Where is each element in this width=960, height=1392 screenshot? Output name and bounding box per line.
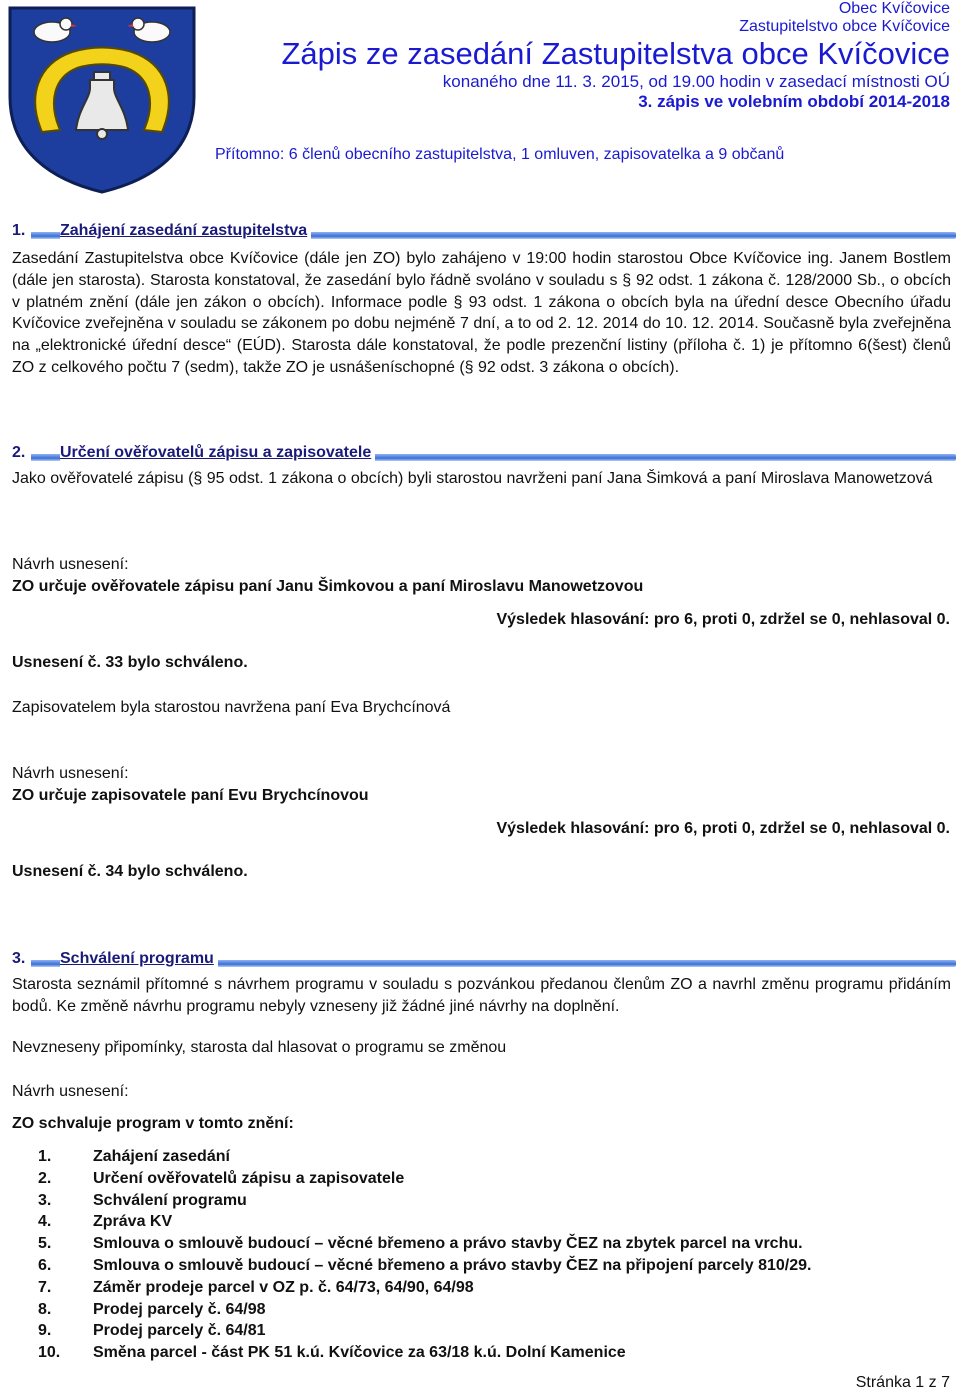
proposal-label: Návrh usnesení:: [12, 765, 129, 782]
proposal-text: ZO určuje zapisovatele paní Evu Brychcínovou: [12, 787, 369, 804]
list-item: 3. Schválení programu: [38, 1191, 247, 1209]
record-number: 3. zápis ve volebním období 2014-2018: [638, 92, 950, 111]
resolution-status: Usnesení č. 33 bylo schváleno.: [12, 654, 248, 671]
vote-result: Výsledek hlasování: pro 6, proti 0, zdržel se 0, nehlasoval 0.: [496, 820, 950, 837]
meeting-date: konaného dne 11. 3. 2015, od 19.00 hodin v zasedací místnosti OÚ: [442, 72, 950, 91]
vote-result: Výsledek hlasování: pro 6, proti 0, zdržel se 0, nehlasoval 0.: [496, 611, 950, 628]
section-heading-2: [12, 444, 956, 466]
no-comments-line: Nevzneseny připomínky, starosta dal hlasovat o programu se změnou: [12, 1039, 507, 1056]
list-item: 1. Zahájení zasedání: [38, 1148, 230, 1165]
section-number: 3.: [12, 950, 31, 968]
municipal-coat-of-arms: [2, 2, 202, 194]
list-item: 8. Prodej parcely č. 64/98: [38, 1300, 266, 1318]
resolution-status: Usnesení č. 34 bylo schváleno.: [12, 863, 248, 880]
council-name: Zastupitelstvo obce Kvíčovice: [739, 18, 950, 35]
program-approval-line: ZO schvaluje program v tomto znění:: [12, 1115, 294, 1132]
page-number: Stránka 1 z 7: [855, 1374, 950, 1391]
program-paragraph: Starosta seznámil přítomné s návrhem programu v souladu s pozvánkou předanou členům ZO a navrhl změnu programu přidáním bodů. Ke změně návrhu programu nebyly vzneseny již žádné jiné návrhy na doplnění.: [12, 976, 951, 1015]
section-heading-1: [12, 222, 956, 244]
proposal-text: ZO určuje ověřovatele zápisu paní Janu Šimkovou a paní Miroslavu Manowetzovou: [12, 578, 644, 595]
section-title: Schválení programu: [60, 950, 218, 968]
municipality-name: Obec Kvíčovice: [838, 0, 950, 17]
section-title: Zahájení zasedání zastupitelstva: [60, 222, 311, 240]
section-number: 1.: [12, 222, 31, 240]
list-item: 5. Smlouva o smlouvě budoucí – věcné břemeno a právo stavby ČEZ na zbytek parcel na vrchu.: [38, 1235, 803, 1253]
list-item: 10. Směna parcel - část PK 51 k.ú. Kvíčovice za 63/18 k.ú. Dolní Kamenice: [38, 1344, 626, 1362]
attendance-line: Přítomno: 6 členů obecního zastupitelstva, 1 omluven, zapisovatelka a 9 občanů: [215, 146, 785, 163]
list-item: 4. Zpráva KV: [38, 1213, 173, 1231]
proposal-label: Návrh usnesení:: [12, 1083, 129, 1100]
page-title: Zápis ze zasedání Zastupitelstva obce Kvíčovice: [281, 36, 950, 71]
section-number: 2.: [12, 444, 31, 462]
list-item: 9. Prodej parcely č. 64/81: [38, 1322, 266, 1340]
program-list: [38, 1146, 811, 1364]
list-item: 6. Smlouva o smlouvě budoucí – věcné břemeno a právo stavby ČEZ na připojení parcely 810/29.: [38, 1256, 812, 1274]
list-item: 2. Určení ověřovatelů zápisu a zapisovatele: [38, 1169, 405, 1187]
proposal-label: Návrh usnesení:: [12, 556, 129, 573]
recorder-paragraph: Zapisovatelem byla starostou navržena paní Eva Brychcínová: [12, 699, 451, 716]
section-heading-3: [12, 950, 956, 972]
verifiers-paragraph: Jako ověřovatelé zápisu (§ 95 odst. 1 zákona o obcích) byli starostou navrženi paní Jana Šimková a paní Miroslava Manowetzová: [12, 470, 933, 487]
section-title: Určení ověřovatelů zápisu a zapisovatele: [60, 444, 375, 462]
header-block: [281, 0, 950, 112]
opening-paragraph: Zasedání Zastupitelstva obce Kvíčovice (dále jen ZO) bylo zahájeno v 19:00 hodin starostou Obce Kvíčovice ing. Janem Bostlem (dále jen starosta). Starosta konstatoval, že zasedání bylo řádně svoláno v souladu s § 92 odst. 1 zákona č. 128/2000 Sb., o obcích v platném znění (dále jen zákon o obcích). Informace podle § 93 odst. 1 zákona o obcích byla na úřední desce Obecního úřadu Kvíčovice zveřejněna v souladu se zákonem po dobu nejméně 7 dní, a to od 2. 12. 2014 do 10. 12. 2014. Současně byla zveřejněna na „elektronické úřední desce“ (EÚD). Starosta dále konstatoval, že podle prezenční listiny (příloha č. 1) je přítomno 6(šest) členů ZO z celkového počtu 7 (sedm), takže ZO je usnášeníschopné (§ 92 odst. 3 zákona o obcích).: [12, 250, 951, 376]
list-item: 7. Záměr prodeje parcel v OZ p. č. 64/73, 64/90, 64/98: [38, 1278, 474, 1296]
